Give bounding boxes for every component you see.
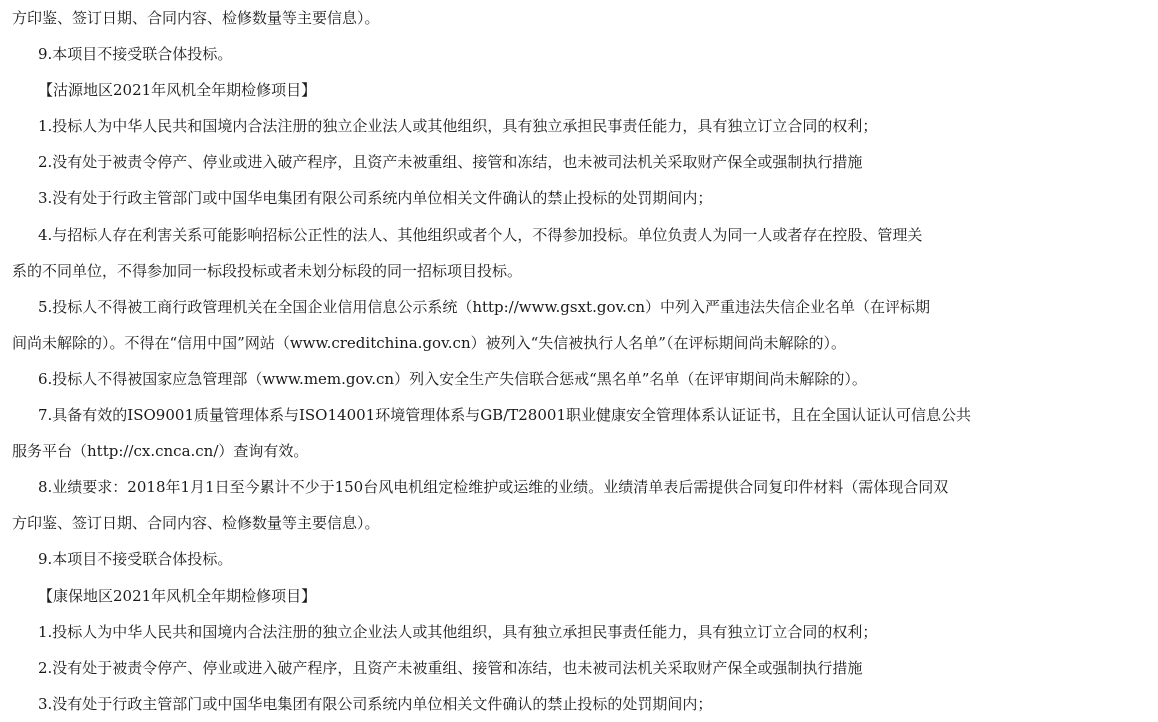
text-line: 3.没有处于行政主管部门或中国华电集团有限公司系统内单位相关文件确认的禁止投标的处罚期间内； bbox=[38, 189, 713, 208]
text-line: 方印鉴、签订日期、合同内容、检修数量等主要信息）。 bbox=[12, 9, 380, 27]
text-line: 1.投标人为中华人民共和国境内合法注册的独立企业法人或其他组织，具有独立承担民事责任能力，具有独立订立合同的权利； bbox=[38, 622, 878, 641]
text-line: 7.具备有效的ISO9001质量管理体系与ISO14001环境管理体系与GB/T28001职业健康安全管理体系认证证书，且在全国认证认可信息公共 bbox=[38, 406, 971, 425]
text-line: 4.与招标人存在利害关系可能影响招标公正性的法人、其他组织或者个人，不得参加投标。单位负责人为同一人或者存在控股、管理关 bbox=[38, 225, 923, 244]
text-line: 9.本项目不接受联合体投标。 bbox=[38, 550, 233, 569]
text-line: 3.没有处于行政主管部门或中国华电集团有限公司系统内单位相关文件确认的禁止投标的处罚期间内； bbox=[38, 694, 713, 713]
text-line: 方印鉴、签订日期、合同内容、检修数量等主要信息）。 bbox=[12, 514, 380, 533]
text-line: 2.没有处于被责令停产、停业或进入破产程序，且资产未被重组、接管和冻结，也未被司法机关采取财产保全或强制执行措施 bbox=[38, 658, 863, 677]
text-line: 8.业绩要求：2018年1月1日至今累计不少于150台风电机组定检维护或运维的业绩。业绩清单表后需提供合同复印件材料（需体现合同双 bbox=[38, 478, 949, 497]
text-line: 5.投标人不得被工商行政管理机关在全国企业信用信息公示系统（http://www.gsxt.gov.cn）中列入严重违法失信企业名单（在评标期 bbox=[38, 297, 931, 316]
text-line: 6.投标人不得被国家应急管理部（www.mem.gov.cn）列入安全生产失信联合惩戒“黑名单”名单（在评审期间尚未解除的）。 bbox=[38, 369, 867, 388]
text-line: 9.本项目不接受联合体投标。 bbox=[38, 45, 233, 64]
text-line: 间尚未解除的）。不得在“信用中国”网站（www.creditchina.gov.cn）被列入“失信被执行人名单”（在评标期间尚未解除的）。 bbox=[12, 333, 846, 352]
section-heading: 【沽源地区2021年风机全年期检修项目】 bbox=[38, 81, 317, 100]
section-heading: 【康保地区2021年风机全年期检修项目】 bbox=[38, 586, 317, 605]
text-line: 1.投标人为中华人民共和国境内合法注册的独立企业法人或其他组织，具有独立承担民事责任能力，具有独立订立合同的权利； bbox=[38, 117, 878, 136]
text-line: 系的不同单位，不得参加同一标段投标或者未划分标段的同一招标项目投标。 bbox=[12, 261, 523, 280]
text-line: 2.没有处于被责令停产、停业或进入破产程序，且资产未被重组、接管和冻结，也未被司法机关采取财产保全或强制执行措施 bbox=[38, 153, 863, 172]
text-line: 服务平台（http://cx.cnca.cn/）查询有效。 bbox=[12, 442, 309, 461]
document-body bbox=[12, 0, 1152, 722]
